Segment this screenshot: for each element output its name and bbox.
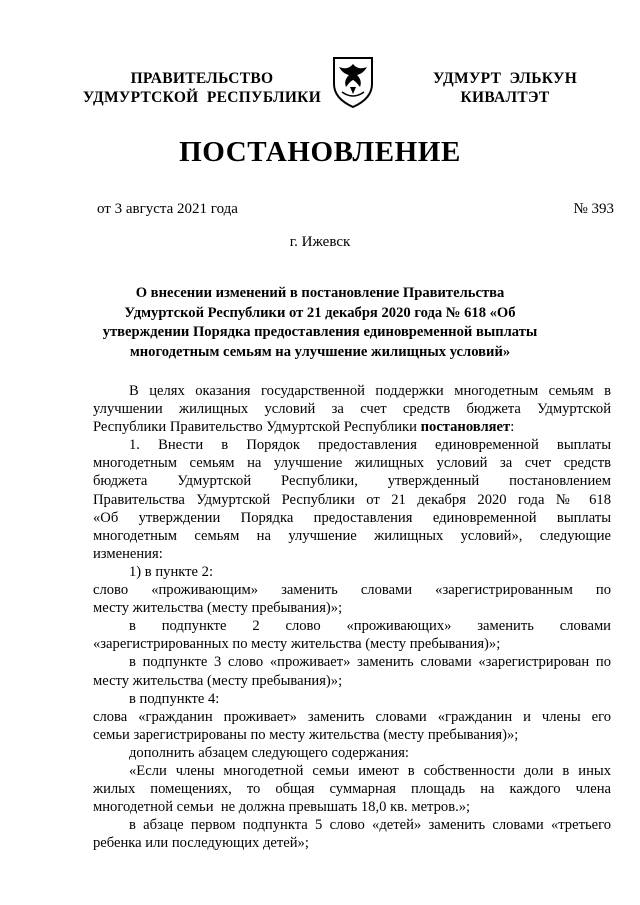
government-name-russian	[82, 69, 322, 107]
government-name-udmurt	[420, 69, 590, 107]
body-line: слово «проживающим» заменить словами «зарегистрированным по	[93, 582, 611, 599]
header-left-line-1: ПРАВИТЕЛЬСТВО	[130, 70, 274, 87]
document-body	[93, 382, 611, 852]
subject-line: утверждении Порядка предоставления единовременной выплаты	[102, 324, 538, 341]
resolution-colon: :	[510, 419, 515, 436]
document-city: г. Ижевск	[289, 234, 351, 250]
subject-line: многодетным семьям на улучшение жилищных условий»	[129, 343, 511, 360]
document-subject	[100, 284, 540, 362]
body-line: изменения:	[93, 545, 163, 562]
body-line: многодетной семьи не должна превышать 18,0 кв. метров.»;	[93, 799, 471, 816]
body-line: ребенка или последующих детей»;	[93, 835, 309, 852]
body-line: слова «гражданин проживает» заменить словами «гражданин и члены его	[93, 708, 611, 725]
body-line: 1. Внести в Порядок предоставления единовременной выплаты	[129, 437, 611, 454]
body-line: в абзаце первом подпункта 5 слово «детей» заменить словами «третьего	[129, 817, 611, 834]
body-line: многодетным семьям на улучшение жилищных условий», следующие	[93, 527, 611, 544]
body-line: дополнить абзацем следующего содержания:	[129, 744, 409, 761]
body-line: «Об утверждении Порядка предоставления единовременной выплаты	[93, 509, 611, 526]
body-line: улучшении жилищных условий за счет средств бюджета Удмуртской	[93, 401, 611, 418]
body-line: бюджета Удмуртской Республики, утвержденный постановлением	[93, 473, 611, 490]
header-left-line-2: УДМУРТСКОЙ РЕСПУБЛИКИ	[82, 89, 322, 106]
body-line: месту жительства (месту пребывания)»;	[93, 672, 343, 689]
body-line: месту жительства (месту пребывания)»;	[93, 600, 343, 617]
document-title: ПОСТАНОВЛЕНИЕ	[179, 136, 461, 168]
body-line: Правительства Удмуртской Республики от 21 декабря 2020 года № 618	[93, 491, 611, 508]
body-line: жилых помещениях, то общая суммарная площадь на каждого члена	[93, 781, 611, 798]
body-line: многодетным семьям на улучшение жилищных условий за счет средств	[93, 455, 611, 472]
body-line-resolution	[93, 418, 611, 436]
body-line: семьи зарегистрированы по месту жительства (месту пребывания)»;	[93, 726, 519, 743]
body-line: 1) в пункте 2:	[129, 563, 214, 580]
body-line: «зарегистрированных по месту жительства (месту пребывания)»;	[93, 636, 501, 653]
header-right-line-1: УДМУРТ ЭЛЬКУН	[432, 70, 578, 87]
body-line: в подпункте 3 слово «проживает» заменить словами «зарегистрирован по	[129, 654, 611, 671]
header-right-line-2: КИВАЛТЭТ	[460, 89, 550, 106]
body-line: в подпункте 2 слово «проживающих» заменить словами	[129, 618, 611, 635]
subject-line: О внесении изменений в постановление Правительства	[135, 285, 505, 301]
body-line: В целях оказания государственной поддержки многодетным семьям в	[129, 383, 611, 399]
body-line: в подпункте 4:	[129, 690, 220, 707]
resolution-keyword: постановляет	[420, 419, 511, 436]
subject-line: Удмуртской Республики от 21 декабря 2020 года № 618 «Об	[124, 304, 516, 321]
body-line: «Если члены многодетной семьи имеют в собственности доли в иных	[129, 762, 611, 779]
document-number: № 393	[573, 201, 614, 217]
document-date: от 3 августа 2021 года	[97, 201, 238, 217]
udmurtia-coat-of-arms-icon	[330, 56, 376, 108]
resolution-text: Республики Правительство Удмуртской Республики	[93, 419, 421, 436]
